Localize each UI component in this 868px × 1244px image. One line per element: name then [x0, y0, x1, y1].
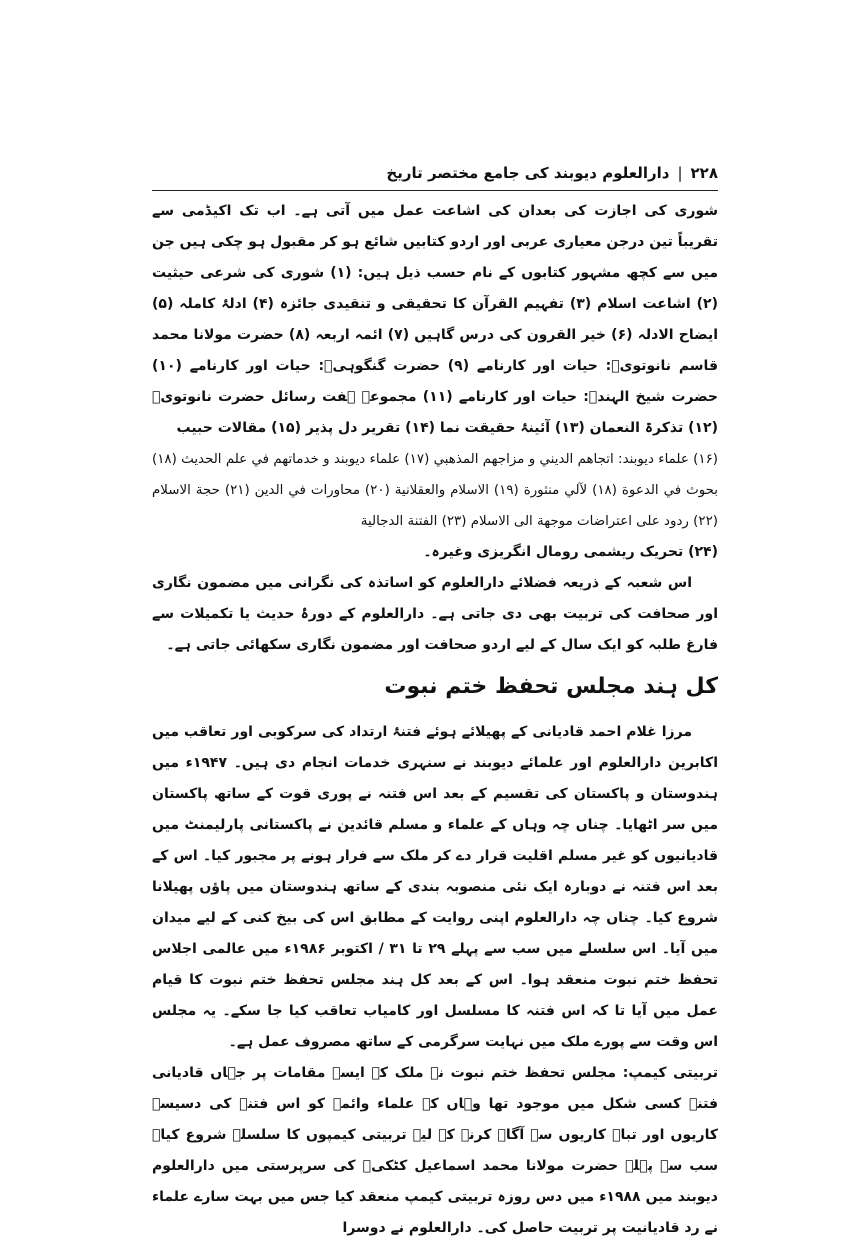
- book-title: دارالعلوم دیوبند کی جامع مختصر تاریخ: [386, 164, 670, 182]
- page-number: ۲۲۸: [690, 164, 718, 182]
- paragraph-arabic-books: (۱۶) علماء ديوبند: اتجاهم الديني و مزاجهم المذهبي (۱۷) علماء ديوبند و خدماتهم في علم الحديث (۱۸) بحوث في الدعوة (۱۸) لآلي منثورة (۱۹) الاسلام والعقلانية (۲۰) محاورات في الدين (۲۱) حجة الاسلام (۲۲) ردود على اعتراضات موجهة الى الاسلام (۲۳) الفتنة الدجالية: [152, 452, 718, 529]
- running-header: [152, 160, 718, 186]
- training-camp-text: مجلس تحفظ ختم نبوت نے ملک کے ایسے مقامات پر جہاں قادیانی فتنہ کسی شکل میں موجود تھا وہاں کے علماء وائمہ کو اس فتنہ کی دسیسہ کاریوں اور تباہ کاریوں سے آگاہ کرنے کے لیے تربیتی کیمپوں کا سلسلہ شروع کیا۔ سب سے پہلے حضرت مولانا محمد اسماعیل کٹکیؒ کی سرپرستی میں دارالعلوم دیوبند میں ۱۹۸۸ء میں دس روزہ تربیتی کیمپ منعقد کیا جس میں بہت سارے علماء نے رد قادیانیت پر تربیت حاصل کی۔ دارالعلوم نے دوسرا: [152, 1065, 718, 1236]
- header-separator: |: [677, 164, 683, 182]
- paragraph-journalism-training: اس شعبہ کے ذریعہ فضلائے دارالعلوم کو اساتذہ کی نگرانی میں مضمون نگاری اور صحافت کی تربیت بھی دی جاتی ہے۔ دارالعلوم کے دورۂ حدیث یا تکمیلات سے فارغ طلبہ کو ایک سال کے لیے اردو صحافت اور مضمون نگاری سکھائی جاتی ہے۔: [152, 575, 718, 653]
- paragraph-khatm-nubuwwat: مرزا غلام احمد قادیانی کے پھیلائے ہوئے فتنۂ ارتداد کی سرکوبی اور تعاقب میں اکابرین دارالعلوم اور علمائے دیوبند نے سنہری خدمات انجام دی ہیں۔ ۱۹۴۷ء میں ہندوستان و پاکستان کی تقسیم کے بعد اس فتنہ نے پوری قوت کے ساتھ پاکستان میں سر اٹھایا۔ چناں چہ وہاں کے علماء و مسلم قائدین نے پاکستانی پارلیمنٹ میں قادیانیوں کو غیر مسلم اقلیت قرار دے کر ملک سے فرار ہونے پر مجبور کیا۔ اس کے بعد اس فتنہ نے دوبارہ ایک نئی منصوبہ بندی کے ساتھ ہندوستان میں پاؤں پھیلانا شروع کیا۔ چناں چہ دارالعلوم اپنی روایت کے مطابق اس کی بیخ کنی کے لیے میدان میں آیا۔ اس سلسلے میں سب سے پہلے ۲۹ تا ۳۱ / اکتوبر ۱۹۸۶ء میں عالمی اجلاس تحفظ ختم نبوت منعقد ہوا۔ اس کے بعد کل ہند مجلس تحفظ ختم نبوت کا قیام عمل میں آیا تا کہ اس فتنہ کا مسلسل اور کامیاب تعاقب کیا جا سکے۔ یہ مجلس اس وقت سے پورے ملک میں نہایت سرگرمی کے ساتھ مصروف عمل ہے۔: [152, 724, 719, 1050]
- header-rule: [152, 190, 718, 191]
- page-body: [152, 196, 718, 1244]
- paragraph-books-list: شوری کی اجازت کی بعدان کی اشاعت عمل میں آتی ہے۔ اب تک اکیڈمی سے تقریباً تین درجن معیاری عربی اور اردو کتابیں شائع ہو کر مقبول ہو چکی ہیں جن میں سے کچھ مشہور کتابوں کے نام حسب ذیل ہیں: (۱) شوری کی شرعی حیثیت (۲) اشاعت اسلام (۳) تفہیم القرآن کا تحقیقی و تنقیدی جائزہ (۴) ادلۂ کاملہ (۵) ایضاح الادلہ (۶) خیر القرون کی درس گاہیں (۷) ائمہ اربعہ (۸) حضرت مولانا محمد قاسم نانوتویؒ: حیات اور کارنامے (۹) حضرت گنگوہیؒ: حیات اور کارنامے (۱۰) حضرت شیخ الہندؒ: حیات اور کارنامے (۱۱) مجموعۂ ہفت رسائل حضرت نانوتویؒ (۱۲) تذکرۃ النعمان (۱۳) آئینۂ حقیقت نما (۱۴) تقریر دل پذیر (۱۵) مقالات حبیب: [152, 203, 718, 436]
- training-camp-label: تربیتی کیمپ:: [622, 1065, 718, 1081]
- paragraph-books-end: (۲۴) تحریک ریشمی رومال انگریزی وغیرہ۔: [423, 544, 718, 560]
- paragraph-training-camp: [152, 1058, 718, 1244]
- section-heading: کل ہند مجلس تحفظ ختم نبوت: [384, 674, 718, 699]
